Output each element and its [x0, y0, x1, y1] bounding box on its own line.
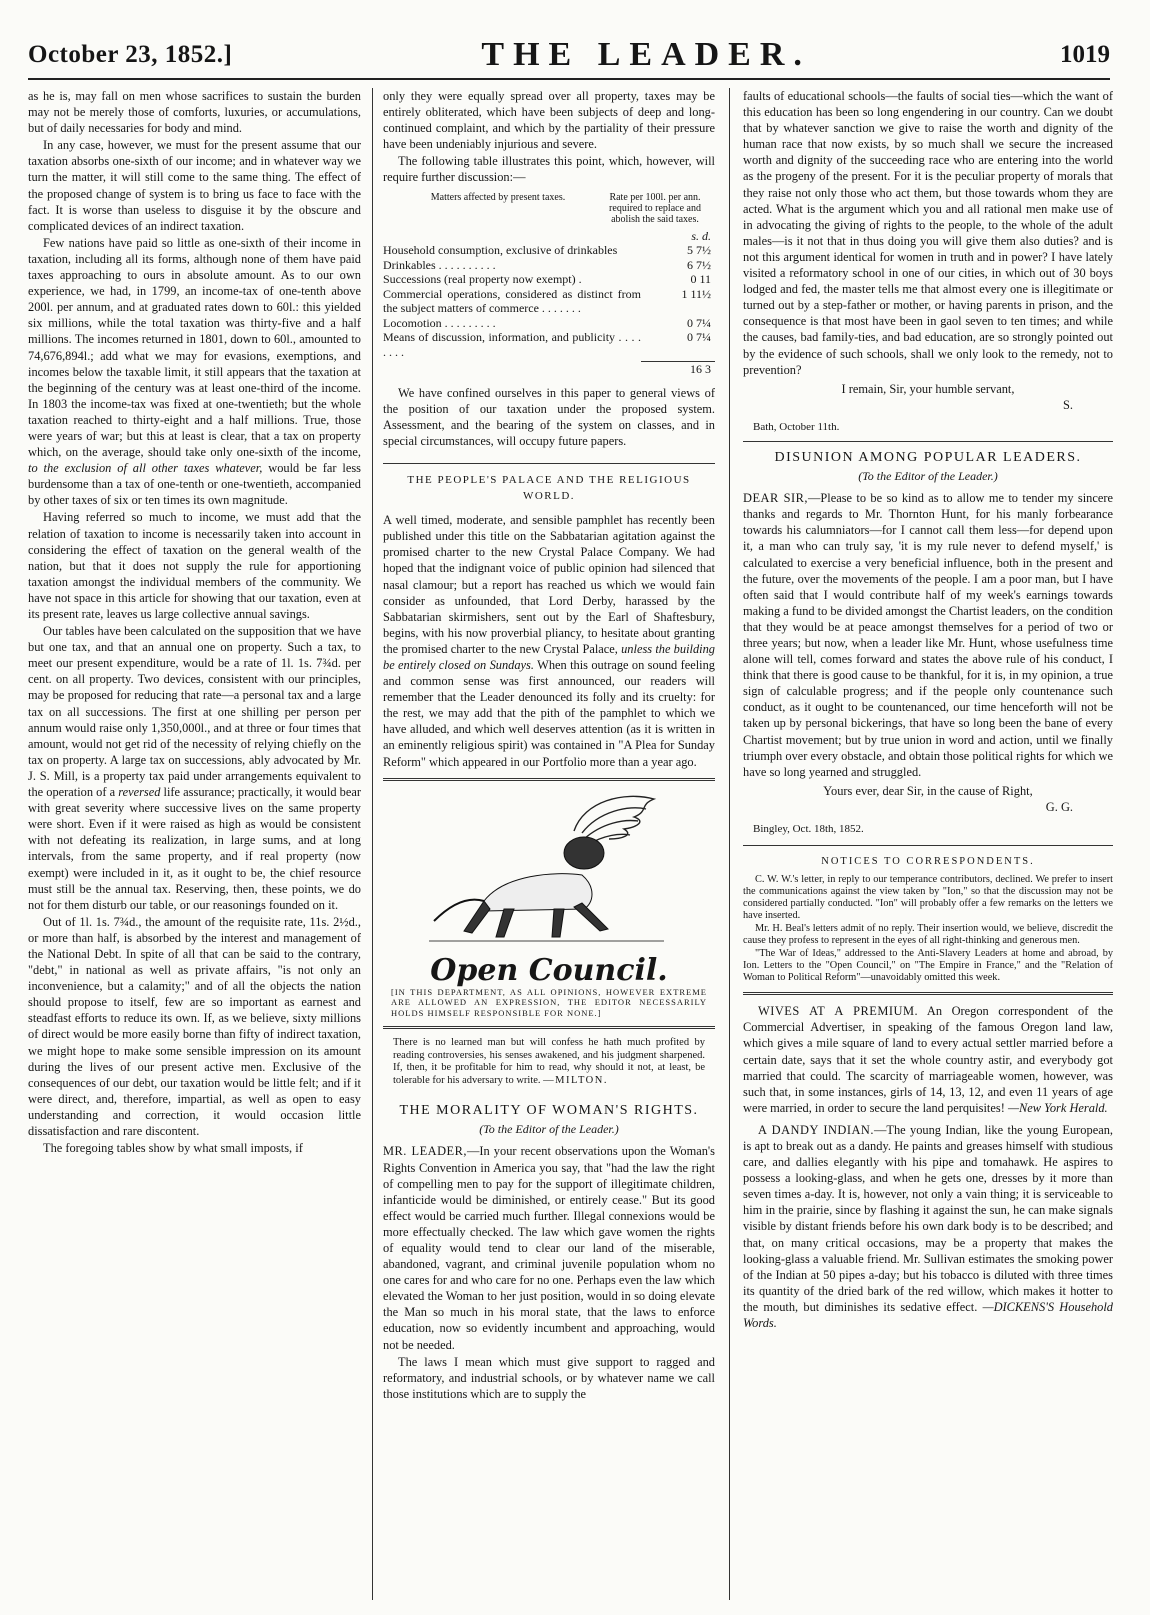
tax-table — [383, 229, 715, 377]
article-subtitle: (To the Editor of the Leader.) — [479, 1122, 619, 1137]
winged-lion-emblem — [424, 791, 674, 961]
paragraph: We have confined ourselves in this paper to general views of the position of our taxation under the proposed system. Assessment, and the bearing of the system on classes, and in special circumstances, will occupy future papers. — [383, 385, 715, 448]
table-row: Successions (real property now exempt) . 0 11 — [383, 272, 711, 287]
notice-item: "The War of Ideas," addressed to the Anti-Slavery Leaders at home and abroad, by Ion. Letters to the "Open Council," on "The Empire in France," and the "Relation of Woman to Political Reform"—unavoidably omitted this week. — [743, 948, 1113, 984]
paragraph: Few nations have paid so little as one-sixth of their income in taxation, including all its forms, although none of them have paid taxes approaching to ours in absolute amount. As to our own experience, we had, in 1799, an income-tax of one-tenth above 200l. per annum, and at graduated rates down to 60l.: this yielded six millions, while the total taxation was thirty-five and a half millions. The incomes returned in 1801, down to 60l., amounted to 74,676,894l.; add what we may for evasions, exemptions, and incomes below the taxable limit, it still appears that the taxation at the beginning of the century was at least one-third of the income. In 1803 the income-tax was fixed at one-twentieth; but the whole taxation reached to thirty-eight and a half millions. True, those were years of war; but this at least is clear, that a tax on property which, on the average, should take only one-sixth of the income, to the exclusion of all other taxes whatever, would be far less burdensome than a tax of one-tenth or one-twentieth, accompanied by other taxes of six or ten times its own magnitude. — [28, 235, 361, 508]
table-row: Household consumption, exclusive of drinkables 5 7½ — [383, 243, 711, 258]
dateline: Bath, October 11th. — [753, 420, 840, 433]
dateline: Bingley, Oct. 18th, 1852. — [753, 823, 864, 836]
tax-table-head-left: Matters affected by present taxes. — [430, 191, 566, 203]
article-subtitle: (To the Editor of the Leader.) — [858, 469, 998, 484]
paragraph: Having referred so much to income, we must add that the relation of taxation to income is necessarily taken into account in considering the effect of taxation on the general wealth of the nation, but that it does not supply the rule for apportioning taxation amongst the individual members of the community. We have not space in this article for showing that our taxation, even at its present rate, leaves us large collective annual savings. — [28, 510, 361, 621]
column-rule — [372, 88, 373, 1600]
table-row: Drinkables . . . . . . . . . . 6 7½ — [383, 257, 711, 272]
page-number: 1019 — [1060, 41, 1110, 68]
paragraph: WIVES AT A PREMIUM. An Oregon correspondent of the Commercial Advertiser, in speaking of the famous Oregon land law, which gives a mile square of land to every actual settler married before a certain date, says that it set the whole country astir, and everybody got married that could. The scarcity of marriageable women, however, was such that, in some instances, girls of 14, 13, 12, and even 11 years of age were married, in order to secure the land perquisites! —New York Herald. — [743, 1004, 1113, 1115]
tax-table-header — [383, 192, 715, 225]
tax-table-units: s. d. — [691, 228, 711, 243]
notice-item: Mr. H. Beal's letters admit of no reply. Their insertion would, we believe, discredit the cause they profess to represent in the eyes of all right-thinking and generous men. — [743, 923, 1113, 947]
paragraph: faults of educational schools—the faults of social ties—which the want of this education has been so long engendering in our country. Can we doubt that by whatever sanction we give to raise the worth and dignity of the human race that now exists, by so much shall we secure the increased worth and dignity of the succeeding race who are entering into the world as the progeny of the present. For it is the peculiar property of morals that they raise not only those who act them, but those towards whom they are acted. What is the argument which you and all rational men make use of in advocating the giving of rights to the people, to the whole of the adult males—is it not that in thus doing you will give them also duties? and is not this argument identical for women in truth and in power? I have lately visited a reformatory school in one of our cities, in which out of 30 boys lodged and fed, the master tells me that almost every one is illegitimate or turned out by a step-father or mother, or having parents in prison, and the consequence is that most have been in gaol seven to ten times; and while the causes, bad family-ties, and bad education, are so strongly pointed out by the evidence of such schools, shall we only look to the remedy, not to prevention? — [743, 89, 1113, 377]
column-1 — [28, 88, 361, 1598]
paragraph: The following table illustrates this point, which, however, will require further discussion:— — [383, 154, 715, 185]
paragraph: Out of 1l. 1s. 7¾d., the amount of the requisite rate, 11s. 2½d., or more than half, is absorbed by the interest and management of the National Debt. In spite of all that can be said to the contrary, "debt," in national as well as private affairs, "is not only an inconvenience, but a calamity;" and of all the objects the nation should propose to itself, few are so important as earnest and steadfast efforts to reduce its own. If, as we believe, sixty millions of direct would be more easily borne than fifty of indirect taxation, we might hope to make some sensible impression on its amount during the lives of our present active men. Exclusive of the consequences of our debt, our taxation would be little felt; and if it were direct, and, therefore, impartial, as well as open to easy understanding and correction, it would occasion little dissatisfaction and rare discontent. — [28, 914, 361, 1138]
paragraph: Our tables have been calculated on the supposition that we have but one tax, and that an annual one on property. Such a tax, to meet our present expenditure, would be a rate of 1l. 1s. 7¾d. per cent. on all property. Two devices, consistent with our principles, may be proposed for reducing that rate—a personal tax and a large tax on all successions. The first at one shilling per person per annum would raise only 1,350,000l., and at three or four times that amount, would not get rid of the necessity of relying chiefly on the tax on property. A large tax on successions, ably advocated by Mr. J. S. Mill, is a property tax paid under arrangements equivalent to the operation of a reversed life assurance; practically, it would bear with great severity where successive lives on the same property were short. Even if it were raised as high as would be consistent with not defeating its realization, in large sums, and at long intervals, from the same property, and if real property (now exempt) were included in it, as it ought to be, the chief resource must still be the annual tax. Reserving, then, these points, we do not for them disturb our table, or our reasonings founded on it. — [28, 624, 361, 912]
tax-table-total: 16 3 — [641, 361, 715, 377]
paragraph: as he is, may fall on men whose sacrifices to sustain the burden may not be merely those of comforts, luxuries, or accumulations, but of daily necessaries for body and mind. — [28, 89, 361, 136]
letter-signature: G. G. — [1045, 799, 1073, 814]
milton-quote: There is no learned man but will confess he hath much profited by reading controversies, his senses awakened, and his judgment sharpened. If, then, it be profitable for him to read, why should it not, at least, be tolerable for his adversary to write. —MILTON. — [393, 1037, 705, 1086]
editor-disclaimer: [IN THIS DEPARTMENT, AS ALL OPINIONS, HOWEVER EXTREME ARE ALLOWED AN EXPRESSION, THE EDITOR NECESSARILY HOLDS HIMSELF RESPONSIBLE FOR NONE.] — [391, 986, 707, 1018]
paragraph: MR. LEADER,—In your recent observations upon the Woman's Rights Convention in America you say, that "had the law the right of compelling men to pay for the support of illegitimate children, infanticide would be diminished, or entirely cease." But its good effect would be carried much further. Illegal connexions would be more effectually checked. The law which gave women the rights of equality would tend to clear our land of the miserable, abandoned, vagrant, and criminal juvenile population whom no one cares for and who care for no one. Perhaps even the law which elevated the Woman to her just position, would in so doing elevate the Man so much in his moral state, that the laws to enforce education, now so evidently incumbent and approaching, would not be needed. — [383, 1144, 715, 1352]
paragraph: The laws I mean which must give support to ragged and reformatory, and industrial schools, or by whatever name we call those institutions which are to supply the — [383, 1354, 715, 1401]
notice-item: C. W. W.'s letter, in reply to our temperance contributors, declined. We prefer to insert the communications against the view taken by "Ion," so that the discussion may not be considered partially conducted. "Ion" will probably offer a few remarks on the letters we have inserted. — [743, 874, 1113, 922]
double-rule — [383, 1026, 715, 1029]
notices — [743, 874, 1113, 984]
column-2 — [383, 88, 715, 1598]
table-row: Means of discussion, information, and publicity . . . . . . . . 0 7¼ — [383, 330, 711, 359]
article-title: DISUNION AMONG POPULAR LEADERS. — [743, 441, 1113, 466]
double-rule — [743, 992, 1113, 995]
paragraph: only they were equally spread over all property, taxes may be entirely obliterated, which have been subjects of deep and long-continued complaint, and which by the partiality of their pressure have been undeniably injurious and severe. — [383, 89, 715, 152]
letter-closing: Yours ever, dear Sir, in the cause of Right, — [823, 783, 1033, 798]
tax-table-head-right: Rate per 100l. per ann. required to replace and abolish the said taxes. — [609, 191, 701, 225]
paragraph: DEAR SIR,—Please to be so kind as to allow me to tender my sincere thanks and regards to Mr. Thornton Hunt, for his manly forbearance towards his calumniators—for I cannot call them less—for depend upon it, a man who can truly say, 'it is my rule never to defend myself,' is calculated to exercise a very beneficial influence, both in the present and the future, over the movements of the people. I am a poor man, but I have often said that I would contribute half of my week's earnings towards making a fund to be divided amongst the Chartist leaders, on the condition that they would be at peace amongst themselves for a period of two or three years; but now, when a leader like Mr. Hunt, whose usefulness time alone will tell, comes forward and states the above rule of his conduct, I think that there is good cause to be thankful, for it is, in my opinion, a true sign of calculable progress; and if the people only countenance such conduct, as it ought to be countenanced, our time henceforth will not be taken up by personal bickerings, that have so long been the bane of every Chartist movement; but by true union in word and action, until we finally triumph over every obstacle, and obtain those political rights for which we have so long yearned and struggled. — [743, 491, 1113, 779]
open-council-heading: Open Council. — [430, 952, 668, 988]
table-row: Locomotion . . . . . . . . . 0 7¼ — [383, 315, 711, 330]
paragraph: A well timed, moderate, and sensible pamphlet has recently been published under this title on the Sabbatarian agitation against the promised charter to the new Crystal Palace Company. We had hoped that the indignant voice of public opinion had silenced that nasal clamour; but a report has reached us which we would fain consider as unfounded, that Lord Derby, harassed by the Sabbatarian skirmishers, sent out by the Earl of Shaftesbury, begins, with his now proverbial pliancy, to hesitate about granting the promised charter to the new Crystal Palace, unless the building be entirely closed on Sundays. When this outrage on sound feeling and common sense was first announced, our readers will remember that the Leader denounced its folly and its cruelty: for the rest, we may add that the pith of the pamphlet to which we have alluded, and which well deserves attention (as it is written in an eminently religious spirit) was contained in "A Plea for Sunday Reform" which appeared in our Portfolio more than a year ago. — [383, 513, 715, 769]
article-title: THE MORALITY OF WOMAN'S RIGHTS. — [399, 1103, 699, 1119]
paragraph: The foregoing tables show by what small imposts, if — [43, 1141, 303, 1156]
letter-closing: I remain, Sir, your humble servant, — [841, 381, 1015, 396]
column-rule — [729, 88, 730, 1600]
table-row: Commercial operations, considered as distinct from the subject matters of commerce . . . . . . . 1 11½ — [383, 286, 711, 316]
section-heading: THE PEOPLE'S PALACE AND THE RELIGIOUS WORLD. — [383, 463, 715, 504]
letter-signature: S. — [1063, 397, 1073, 412]
newspaper-title: THE LEADER. — [481, 36, 811, 73]
issue-date: October 23, 1852.] — [28, 41, 233, 68]
double-rule — [383, 778, 715, 781]
notices-heading: NOTICES TO CORRESPONDENTS. — [743, 845, 1113, 870]
paragraph: In any case, however, we must for the present assume that our taxation absorbs one-sixth of our income; and in whatever way we turn the matter, it will still come to the same thing. The effect of the proposed change of system is to bring us face to face with the fact. It is worse than useless to disguise it by the obscure and complicated devices of an indirect taxation. — [28, 138, 361, 233]
paragraph: A DANDY INDIAN.—The young Indian, like the young European, is apt to break out as a dandy. He paints and greases himself with studious care, and dallies elegantly with his pipe and tomahawk. He aspires to possess a looking-glass, and when he gets one, dresses by it more than seven times a-day. It is, however, not only a vain thing; it is serviceable to him in the prairie, since by flashing it against the sun, he can make signals visible by distant friends before his own dark body is to be described; and that, on many critical occasions, may be a property that makes the looking-glass a valuable friend. Mr. Sullivan estimates the smoking power of the Indian at 50 pipes a-day; but his tobacco is diluted with three times its quantity of the dried bark of the red willow, which makes it hotter to the mouth, but diminishes its sedative effect. —DICKENS'S Household Words. — [743, 1122, 1113, 1330]
masthead — [28, 32, 1110, 80]
column-3 — [743, 88, 1113, 1598]
